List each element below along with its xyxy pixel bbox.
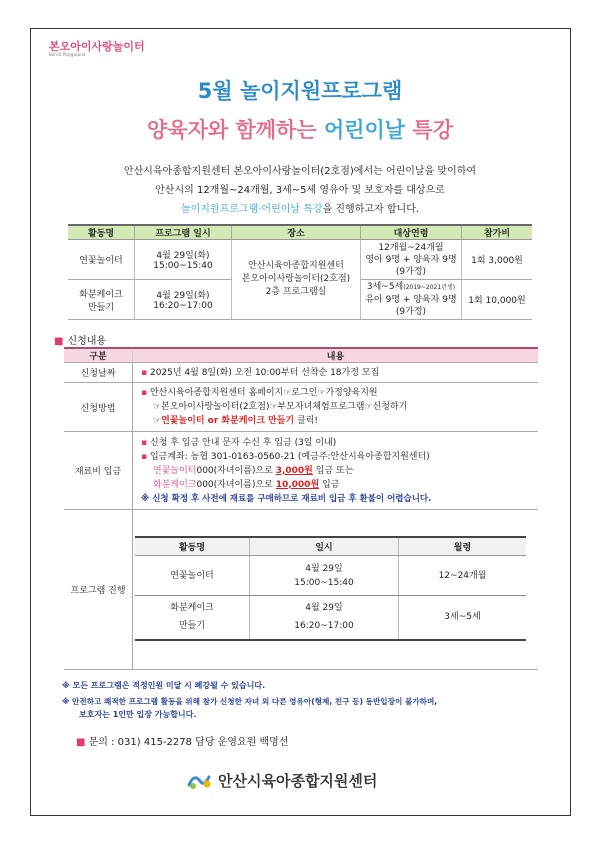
- name-line: 만들기: [87, 302, 115, 313]
- section-title: [54, 332, 106, 347]
- fee-line: [141, 436, 538, 450]
- footer-org-name: 안산시육아종합지원센터: [218, 772, 378, 790]
- header-fee: 참가비: [462, 225, 533, 240]
- bullet-icon: ▪: [141, 451, 150, 462]
- activity-date: [250, 596, 399, 640]
- method-line: [141, 414, 538, 428]
- header-activity: 활동명: [68, 225, 135, 240]
- main-title: 5월 놀이지원프로그램: [197, 79, 403, 103]
- age-cell: 3세~5세: [399, 596, 527, 640]
- table-row: [68, 240, 532, 280]
- header-age: 대상연령: [361, 225, 462, 240]
- age-line: (9가정): [395, 307, 427, 317]
- table-row: [135, 556, 526, 596]
- row-content-method: [133, 383, 539, 432]
- fee-line: [141, 450, 538, 464]
- place-cell: [232, 240, 361, 320]
- note-line-1: ※ 모든 프로그램은 적정인원 미달 시 폐강될 수 있습니다.: [62, 681, 266, 690]
- program-name: 화분케이크: [153, 479, 197, 490]
- fee-cell: 1회 10,000원: [462, 280, 533, 320]
- note-line-3: 보호자는 1인만 입장 가능합니다.: [79, 710, 197, 719]
- bullet-icon: ▪: [141, 367, 150, 378]
- activity-date: [135, 280, 232, 320]
- program-summary-table: [68, 224, 532, 320]
- refund-note: ※ 신청 확정 후 사전에 재료를 구매하므로 재료비 입금 후 환불이 어렵습니다.: [141, 493, 432, 504]
- row-content-date: [133, 363, 539, 383]
- name-line: 화분케이크: [79, 289, 123, 300]
- age-cell: [361, 280, 462, 320]
- section-title-text: 신청내용: [67, 336, 107, 347]
- fee-text: 입금: [319, 479, 340, 490]
- method-click: 클릭!: [294, 416, 318, 426]
- age-range: 3세~5세: [366, 282, 404, 292]
- fee-text: 입금 또는: [312, 465, 354, 476]
- method-arrow: ☞: [153, 416, 162, 426]
- sub-title-part3: 특강: [412, 118, 453, 142]
- header-age: 월령: [399, 537, 527, 556]
- program-schedule-table: [135, 536, 526, 641]
- footer-logo: [186, 770, 377, 791]
- header-place: 장소: [232, 225, 361, 240]
- fee-text: 000(자녀이름)으로: [196, 479, 276, 490]
- fee-line: [141, 464, 538, 478]
- intro-line-3-rest: 을 진행하고자 합니다.: [322, 204, 420, 215]
- activity-date: [135, 240, 232, 280]
- age-line: (9가정): [395, 266, 427, 277]
- square-bullet-icon: ■: [54, 336, 64, 347]
- birth-years: (2019~2021년생): [403, 284, 456, 291]
- row-label-date: 신청날짜: [64, 363, 133, 383]
- age-line: 유아 9명 + 양육자 9명: [365, 295, 457, 305]
- place-line: 2층 프로그램실: [265, 287, 327, 297]
- age-line: 12개월~24개월: [378, 242, 444, 253]
- fee-amount: 3,000원: [275, 465, 313, 476]
- logo: 본오아이사랑놀이터: [49, 40, 145, 53]
- time-line: 15:00~15:40: [153, 261, 213, 271]
- age-line: [361, 281, 461, 294]
- sub-title-part2: 어린이날: [323, 118, 406, 142]
- activity-name: 연꽃놀이터: [135, 556, 250, 596]
- table-header-row: [64, 348, 538, 363]
- note-line-2: ※ 안전하고 쾌적한 프로그램 활동을 위해 참가 신청한 자녀 외 다른 영유아(형제, 친구 등) 동반입장이 불가하며,: [62, 697, 438, 706]
- intro-line-2: 안산시의 12개월~24개월, 3세~5세 영유아 및 보호자를 대상으로: [155, 185, 445, 196]
- intro-highlight: 놀이지원프로그램·어린이날 특강: [180, 204, 323, 215]
- activity-name: [135, 596, 250, 640]
- center-logo-icon: [186, 771, 212, 791]
- contact-info: [76, 733, 288, 748]
- fee-cell: 1회 3,000원: [462, 240, 533, 280]
- intro-line-3: [0, 200, 600, 215]
- account-text: 입금계좌: 농협 301-0163-0560-21 (예금주:안산시육아종합지원센터): [149, 451, 430, 462]
- time-line: 16:20~17:00: [153, 301, 213, 311]
- contact-text: 문의 : 031) 415-2278 담당 운영요원 백명선: [88, 737, 289, 748]
- method-line: ☞본오아이사랑놀이터(2호점)☞부모자녀체험프로그램☞신청하기: [153, 402, 408, 412]
- time-line: 16:20~17:00: [294, 621, 354, 632]
- method-program-names: 연꽃놀이터 or 화분케이크 만들기: [161, 416, 295, 426]
- date-line: 4월 29일: [305, 563, 343, 574]
- fee-amount: 10,000원: [275, 479, 320, 490]
- bullet-icon: ▪: [141, 437, 150, 448]
- square-bullet-icon: ■: [76, 737, 89, 748]
- table-header-row: [135, 537, 526, 556]
- fee-text: 신청 후 입금 안내 문자 수신 후 입금 (3일 이내): [149, 437, 337, 448]
- table-row: [135, 596, 526, 640]
- row-label-fee: 재료비 입금: [64, 432, 133, 510]
- date-line: 4월 29일: [305, 603, 343, 614]
- method-text: 안산시육아종합지원센터 홈페이지☞로그인☞가정양육지원: [149, 388, 378, 398]
- table-row: [64, 383, 538, 432]
- fee-line: [141, 478, 538, 492]
- time-line: 15:00~15:40: [294, 577, 354, 588]
- program-name: 연꽃놀이터: [153, 465, 197, 476]
- age-cell: 12~24개월: [399, 556, 527, 596]
- date-line: 4월 29일(화): [156, 291, 210, 301]
- place-line: 본오아이사랑놀이터(2호점): [241, 274, 351, 284]
- date-line: 4월 29일(화): [156, 251, 210, 261]
- age-line: 영아 9명 + 양육자 9명: [365, 254, 457, 265]
- age-cell: [361, 240, 462, 280]
- activity-name: 연꽃놀이터: [68, 240, 135, 280]
- method-line: [141, 386, 538, 400]
- header-category: 구분: [64, 348, 133, 363]
- header-datetime: 프로그램 일시: [135, 225, 232, 240]
- name-line: 화분케이크: [170, 603, 214, 614]
- activity-name: [68, 280, 135, 320]
- table-row: [64, 363, 538, 383]
- place-line: 안산시육아종합지원센터: [248, 261, 344, 271]
- fee-text: 000(자녀이름)으로: [196, 465, 276, 476]
- row-label-method: 신청방법: [64, 383, 133, 432]
- header-activity: 활동명: [135, 537, 250, 556]
- bullet-icon: ▪: [141, 388, 150, 398]
- header-content: 내용: [133, 348, 539, 363]
- name-line: 만들기: [178, 621, 206, 632]
- sub-title: [0, 114, 600, 144]
- header-datetime: 일시: [250, 537, 399, 556]
- sub-title-part1: 양육자와 함께하는: [147, 118, 317, 142]
- activity-date: [250, 556, 399, 596]
- table-header-row: [68, 225, 532, 240]
- logo-subtitle: Bon-O Playground: [49, 52, 86, 57]
- date-text: 2025년 4월 8일(화) 오전 10:00부터 선착순 18가정 모집: [149, 367, 380, 378]
- row-content-fee: [133, 432, 539, 510]
- row-label-progress: 프로그램 진행: [64, 510, 133, 670]
- intro-line-1: 안산시육아종합지원센터 본오아이사랑놀이터(2호점)에서는 어린이날을 맞이하여: [123, 166, 477, 177]
- table-row: [64, 432, 538, 510]
